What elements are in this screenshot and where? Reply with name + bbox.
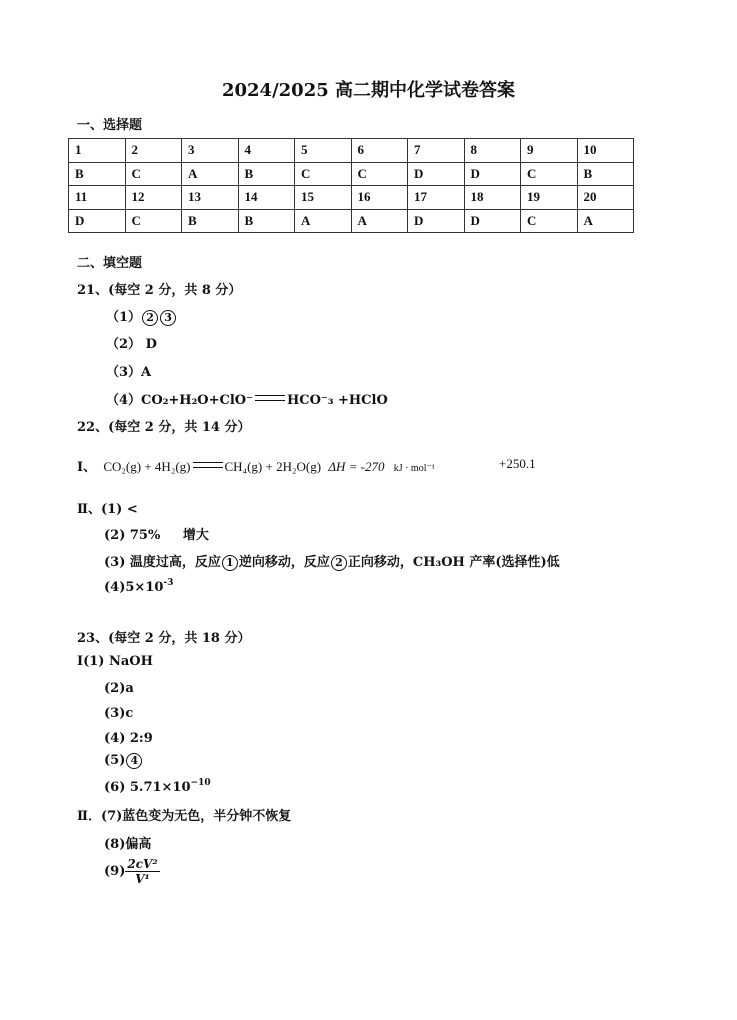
- q22-II-1: (1) <: [100, 502, 138, 517]
- answer-cell: A: [182, 162, 239, 186]
- answer-table: [68, 138, 634, 233]
- circled-number: 2: [142, 310, 158, 326]
- fraction-denominator: V¹: [135, 872, 150, 886]
- q22-II-4-base: (4)5×10: [104, 580, 164, 595]
- answer-cell: B: [69, 162, 126, 186]
- question-number-cell: 11: [69, 186, 126, 210]
- section2-heading: 二、填空题: [77, 256, 143, 271]
- q23-II-9: [104, 857, 160, 886]
- question-number-cell: 19: [521, 186, 578, 210]
- q22-II-2a: (2) 75%: [104, 528, 161, 543]
- answer-cell: C: [125, 162, 182, 186]
- question-number-cell: 16: [351, 186, 408, 210]
- question-number-cell: 14: [238, 186, 295, 210]
- q23-I-6-base: (6) 5.71×10: [104, 780, 191, 795]
- q21-a4-eq-left: CO₂+H₂O+ClO⁻: [141, 393, 253, 408]
- question-number-cell: 10: [577, 139, 634, 163]
- answer-cell: B: [182, 209, 239, 233]
- answer-cell: B: [238, 209, 295, 233]
- answer-cell: B: [577, 162, 634, 186]
- equals-bar: [193, 462, 223, 468]
- q23-I-2: (2)a: [104, 681, 134, 696]
- q21-answer-1: [106, 306, 177, 326]
- answer-cell: C: [521, 209, 578, 233]
- question-number-cell: 12: [125, 186, 182, 210]
- q23-I-4: (4) 2:9: [104, 731, 153, 746]
- answer-cell: C: [351, 162, 408, 186]
- question-number-cell: 2: [125, 139, 182, 163]
- equals-bar: [255, 395, 285, 401]
- answer-cell: C: [295, 162, 352, 186]
- q23-header: 23、(每空 2 分，共 18 分）: [77, 631, 251, 646]
- circled-number: 3: [160, 310, 176, 326]
- q23-I-5: [104, 753, 143, 769]
- q22-II-3: [104, 551, 560, 571]
- q23-II-8: (8)偏高: [104, 837, 152, 852]
- answer-cell: D: [464, 162, 521, 186]
- question-number-cell: 1: [69, 139, 126, 163]
- q23-II-7: Ⅱ．(7)蓝色变为无色，半分钟不恢复: [77, 809, 292, 824]
- q21-a4-prefix: （4）: [106, 393, 142, 408]
- circled-number: 4: [126, 753, 142, 769]
- q22-delta-h: ΔH = -270: [328, 459, 385, 474]
- table-row: [69, 209, 634, 233]
- table-row: [69, 162, 634, 186]
- q22-II-label: Ⅱ、: [77, 502, 101, 517]
- question-number-cell: 4: [238, 139, 295, 163]
- answer-cell: A: [351, 209, 408, 233]
- fraction-numerator: 2cV²: [127, 857, 158, 871]
- question-number-cell: 17: [408, 186, 465, 210]
- q21-a4-eq-right: HCO⁻₃ +HClO: [286, 393, 388, 408]
- section1-heading: 一、选择题: [77, 118, 143, 133]
- q22-eq-left: CO₂(g) + 4H₂(g): [103, 459, 191, 474]
- question-number-cell: 15: [295, 186, 352, 210]
- q22-II-2b: 增大: [182, 528, 209, 543]
- q21-a1-prefix: （1）: [106, 310, 142, 325]
- question-number-cell: 8: [464, 139, 521, 163]
- circled-number: 1: [222, 555, 238, 571]
- q22-II-2: [104, 524, 209, 543]
- q22-header: 22、(每空 2 分，共 14 分）: [77, 420, 251, 435]
- q21-answer-2: （2） D: [106, 337, 157, 352]
- q22-II-4: [104, 578, 173, 595]
- answer-cell: B: [238, 162, 295, 186]
- q22-I-label: Ⅰ、: [77, 459, 97, 474]
- q22-II-4-exp: -3: [163, 578, 174, 588]
- question-number-cell: 3: [182, 139, 239, 163]
- answer-cell: C: [521, 162, 578, 186]
- fraction: [125, 857, 159, 886]
- page-title: 2024/2025 高二期中化学试卷答案: [221, 80, 516, 101]
- q21-answer-4: [106, 389, 388, 408]
- q22-II-3-suffix: 正向移动，CH₃OH 产率(选择性)低: [347, 555, 560, 570]
- q22-II-3-prefix: (3) 温度过高，反应: [104, 555, 221, 570]
- circled-number: 2: [331, 555, 347, 571]
- q22-extra-value: +250.1: [499, 456, 536, 471]
- question-number-cell: 18: [464, 186, 521, 210]
- question-number-cell: 7: [408, 139, 465, 163]
- q21-answer-3: （3）A: [106, 365, 152, 380]
- q22-unit: kJ · mol⁻¹: [393, 463, 435, 474]
- answer-cell: D: [408, 209, 465, 233]
- question-number-cell: 20: [577, 186, 634, 210]
- answer-cell: D: [408, 162, 465, 186]
- q23-I-5-prefix: (5): [104, 753, 126, 768]
- answer-cell: A: [577, 209, 634, 233]
- answer-cell: A: [295, 209, 352, 233]
- question-number-cell: 5: [295, 139, 352, 163]
- q22-part2-row1: [77, 498, 138, 517]
- table-row: [69, 139, 634, 163]
- q22-part1-equation: [77, 456, 435, 475]
- question-number-cell: 9: [521, 139, 578, 163]
- table-row: [69, 186, 634, 210]
- question-number-cell: 6: [351, 139, 408, 163]
- answer-cell: D: [464, 209, 521, 233]
- q22-II-3-mid: 逆向移动，反应: [238, 555, 330, 570]
- q23-I-1: Ⅰ(1) NaOH: [77, 654, 153, 669]
- question-number-cell: 13: [182, 186, 239, 210]
- q21-header: 21、(每空 2 分，共 8 分）: [77, 283, 242, 298]
- q23-II-9-prefix: (9): [104, 864, 126, 879]
- q22-eq-right: CH₄(g) + 2H₂O(g): [224, 459, 322, 474]
- answer-cell: C: [125, 209, 182, 233]
- q23-I-6-exp: −10: [190, 778, 211, 788]
- q23-I-6: [104, 778, 211, 795]
- q23-I-3: (3)c: [104, 706, 134, 721]
- answer-cell: D: [69, 209, 126, 233]
